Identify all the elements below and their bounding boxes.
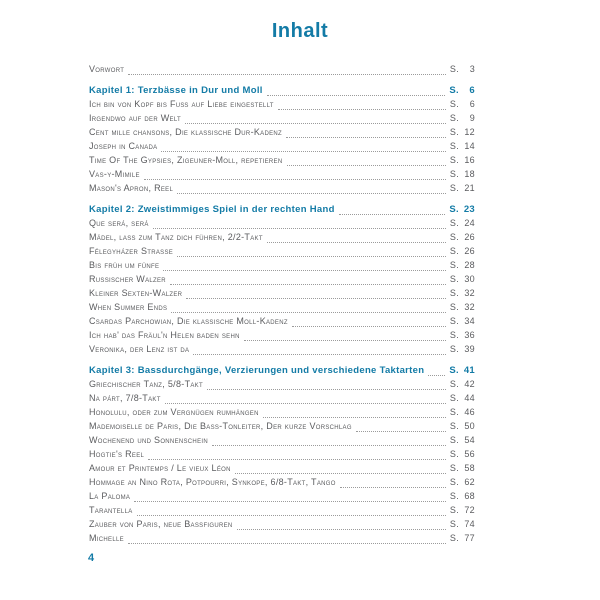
dotted-leader xyxy=(193,354,446,355)
toc-entry-label: Kapitel 3: Bassdurchgänge, Verzierungen und verschiedene Taktarten xyxy=(89,365,425,376)
toc-entry-page-number: 23 xyxy=(463,204,475,215)
toc-entry-label: Bis früh um fünfe xyxy=(89,260,160,270)
toc-entry xyxy=(89,260,475,274)
toc-entry xyxy=(89,393,475,407)
toc-entry-page-number: 36 xyxy=(464,330,475,340)
toc-entry-page-prefix: S. xyxy=(449,330,459,340)
dotted-leader xyxy=(286,137,446,138)
dotted-leader xyxy=(287,165,446,166)
toc-entry-page-number: 30 xyxy=(464,274,475,284)
toc-entry xyxy=(89,288,475,302)
dotted-leader xyxy=(340,487,446,488)
toc-entry-page-number: 3 xyxy=(469,64,475,74)
page-title: Inhalt xyxy=(271,20,329,42)
toc-entry xyxy=(89,330,475,344)
toc-entry-label: Joseph in Canada xyxy=(89,141,158,151)
toc-entry xyxy=(89,274,475,288)
footer-page-number: 4 xyxy=(88,552,95,564)
toc-entry-page-prefix: S. xyxy=(449,379,459,389)
toc-entry-label: Mademoiselle de Paris, Die Bass-Tonleiter, Der kurze Vorschlag xyxy=(89,421,352,431)
toc-entry-label: Hommage an Nino Rota, Potpourri, Synkope, 6/8-Takt, Tango xyxy=(89,477,336,487)
toc-entry xyxy=(89,407,475,421)
toc-entry-page-number: 42 xyxy=(464,379,475,389)
toc-entry-label: Kapitel 2: Zweistimmiges Spiel in der rechten Hand xyxy=(89,204,335,215)
toc-entry-page-number: 6 xyxy=(469,85,475,96)
toc-entry-page-number: 28 xyxy=(464,260,475,270)
dotted-leader xyxy=(207,389,446,390)
toc-entry-page-number: 54 xyxy=(464,435,475,445)
toc-entry xyxy=(89,246,475,260)
dotted-leader xyxy=(165,403,446,404)
toc-entry-label: Irgendwo auf der Welt xyxy=(89,113,182,123)
toc-entry-page-prefix: S. xyxy=(449,407,459,417)
toc-entry-page-prefix: S. xyxy=(449,246,459,256)
toc-entry xyxy=(89,519,475,533)
toc-entry xyxy=(89,127,475,141)
toc-entry-page-number: 44 xyxy=(464,393,475,403)
dotted-leader xyxy=(278,109,446,110)
dotted-leader xyxy=(153,228,446,229)
toc-entry-page-prefix: S. xyxy=(449,183,459,193)
dotted-leader xyxy=(148,459,446,460)
toc-entry-page-prefix: S. xyxy=(449,435,459,445)
toc-entry-page-number: 77 xyxy=(464,533,475,543)
toc-entry-page-prefix: S. xyxy=(449,316,459,326)
dotted-leader xyxy=(356,431,446,432)
toc-entry-page-number: 32 xyxy=(464,302,475,312)
toc-entry-label: Amour et Printemps / Le vieux Léon xyxy=(89,463,231,473)
toc-entry xyxy=(89,463,475,477)
toc-entry-page-number: 16 xyxy=(464,155,475,165)
toc-entry-page-number: 39 xyxy=(464,344,475,354)
toc-entry xyxy=(89,183,475,197)
dotted-leader xyxy=(339,214,446,215)
toc-entry-page-number: 26 xyxy=(464,246,475,256)
toc-list xyxy=(89,64,475,547)
toc-entry xyxy=(89,365,475,379)
toc-entry xyxy=(89,232,475,246)
toc-entry xyxy=(89,64,475,78)
dotted-leader xyxy=(263,417,446,418)
toc-entry xyxy=(89,344,475,358)
dotted-leader xyxy=(185,123,446,124)
toc-entry-page-prefix: S. xyxy=(449,449,459,459)
toc-entry-page-number: 56 xyxy=(464,449,475,459)
toc-entry-page-number: 18 xyxy=(464,169,475,179)
dotted-leader xyxy=(292,326,446,327)
toc-entry xyxy=(89,449,475,463)
dotted-leader xyxy=(186,298,446,299)
toc-entry-label: Wochenend und Sonnenschein xyxy=(89,435,208,445)
toc-entry-label: La Paloma xyxy=(89,491,131,501)
toc-entry-label: Zauber von Paris, neue Bassfiguren xyxy=(89,519,233,529)
toc-entry-page-prefix: S. xyxy=(449,491,459,501)
dotted-leader xyxy=(128,543,446,544)
toc-entry-label: Cent mille chansons, Die klassische Dur-Kadenz xyxy=(89,127,282,137)
toc-entry-page-prefix: S. xyxy=(449,232,459,242)
toc-entry-label: Vorwort xyxy=(89,64,125,74)
toc-entry-label: Time Of The Gypsies, Zigeuner-Moll, repetieren xyxy=(89,155,283,165)
toc-entry-page-prefix: S. xyxy=(449,463,459,473)
toc-entry-page-prefix: S. xyxy=(449,519,459,529)
toc-entry xyxy=(89,435,475,449)
toc-entry xyxy=(89,141,475,155)
toc-entry-page-prefix: S. xyxy=(449,113,459,123)
dotted-leader xyxy=(428,375,445,376)
toc-entry xyxy=(89,316,475,330)
dotted-leader xyxy=(163,270,446,271)
toc-entry-label: Ich bin von Kopf bis Fuß auf Liebe eingestellt xyxy=(89,99,274,109)
toc-entry-page-prefix: S. xyxy=(449,365,459,376)
dotted-leader xyxy=(161,151,445,152)
toc-entry xyxy=(89,85,475,99)
toc-entry-page-number: 74 xyxy=(464,519,475,529)
toc-entry xyxy=(89,218,475,232)
toc-entry-label: Michelle xyxy=(89,533,124,543)
toc-entry-page-number: 41 xyxy=(463,365,475,376)
toc-entry-label: Csardas Parchowian, Die klassische Moll-Kadenz xyxy=(89,316,288,326)
toc-entry-label: Griechischer Tanz, 5/8-Takt xyxy=(89,379,203,389)
toc-entry-label: Russischer Walzer xyxy=(89,274,166,284)
toc-entry xyxy=(89,421,475,435)
toc-entry xyxy=(89,302,475,316)
toc-entry-page-prefix: S. xyxy=(449,64,459,74)
toc-entry-label: Kapitel 1: Terzbässe in Dur und Moll xyxy=(89,85,263,96)
toc-entry-page-prefix: S. xyxy=(449,533,459,543)
toc-entry-label: Vas-y-Mimile xyxy=(89,169,140,179)
toc-entry-label: Na párt, 7/8-Takt xyxy=(89,393,161,403)
toc-entry-page-prefix: S. xyxy=(449,260,459,270)
toc-entry xyxy=(89,113,475,127)
toc-entry-label: Mason's Apron, Reel xyxy=(89,183,174,193)
toc-entry-page-prefix: S. xyxy=(449,344,459,354)
toc-entry-page-number: 72 xyxy=(464,505,475,515)
toc-entry-page-number: 32 xyxy=(464,288,475,298)
toc-entry xyxy=(89,477,475,491)
dotted-leader xyxy=(177,256,446,257)
dotted-leader xyxy=(237,529,446,530)
toc-entry xyxy=(89,379,475,393)
toc-entry-page-prefix: S. xyxy=(449,302,459,312)
dotted-leader xyxy=(244,340,446,341)
dotted-leader xyxy=(267,242,446,243)
dotted-leader xyxy=(144,179,446,180)
toc-entry-page-prefix: S. xyxy=(449,155,459,165)
toc-entry-label: Veronika, der Lenz ist da xyxy=(89,344,190,354)
toc-entry-page-prefix: S. xyxy=(449,99,459,109)
toc-entry-label: Hogtie's Reel xyxy=(89,449,145,459)
toc-entry-page-prefix: S. xyxy=(449,477,459,487)
toc-entry-label: When Summer Ends xyxy=(89,302,168,312)
dotted-leader xyxy=(128,74,446,75)
toc-entry-page-number: 34 xyxy=(464,316,475,326)
toc-entry-page-number: 12 xyxy=(464,127,475,137)
toc-entry-page-number: 26 xyxy=(464,232,475,242)
dotted-leader xyxy=(171,312,446,313)
toc-entry-page-prefix: S. xyxy=(449,204,459,215)
toc-entry-label: Tarantella xyxy=(89,505,133,515)
toc-entry xyxy=(89,155,475,169)
toc-entry-label: Mädel, lass zum Tanz dich führen, 2/2-Takt xyxy=(89,232,263,242)
toc-entry-page-number: 68 xyxy=(464,491,475,501)
toc-entry-page-prefix: S. xyxy=(449,393,459,403)
toc-entry-page-prefix: S. xyxy=(449,288,459,298)
toc-entry-label: Honolulu, oder zum Vergnügen rumhängen xyxy=(89,407,259,417)
toc-entry-label: Félegyházer Strasse xyxy=(89,246,174,256)
toc-entry xyxy=(89,491,475,505)
toc-entry-page-number: 46 xyxy=(464,407,475,417)
dotted-leader xyxy=(212,445,446,446)
dotted-leader xyxy=(137,515,446,516)
toc-entry-page-prefix: S. xyxy=(449,169,459,179)
toc-entry-page-number: 14 xyxy=(464,141,475,151)
toc-entry-page-number: 9 xyxy=(469,113,475,123)
toc-entry-page-number: 21 xyxy=(464,183,475,193)
toc-entry-page-number: 62 xyxy=(464,477,475,487)
dotted-leader xyxy=(267,95,446,96)
toc-entry-page-number: 24 xyxy=(464,218,475,228)
dotted-leader xyxy=(235,473,446,474)
toc-entry-page-prefix: S. xyxy=(449,85,459,96)
toc-entry-page-prefix: S. xyxy=(449,218,459,228)
toc-entry-page-number: 6 xyxy=(469,99,475,109)
toc-entry xyxy=(89,169,475,183)
toc-entry-label: Kleiner Sexten-Walzer xyxy=(89,288,183,298)
toc-entry xyxy=(89,99,475,113)
toc-entry-page-prefix: S. xyxy=(449,421,459,431)
toc-entry xyxy=(89,505,475,519)
toc-entry-page-prefix: S. xyxy=(449,505,459,515)
dotted-leader xyxy=(177,193,446,194)
toc-entry-page-prefix: S. xyxy=(449,141,459,151)
toc-entry-page-number: 50 xyxy=(464,421,475,431)
toc-entry-page-number: 58 xyxy=(464,463,475,473)
toc-entry-page-prefix: S. xyxy=(449,274,459,284)
toc-entry xyxy=(89,533,475,547)
toc-entry xyxy=(89,204,475,218)
toc-entry-label: Ich hab' das Fräul'n Helen baden sehn xyxy=(89,330,240,340)
toc-entry-label: Que será, será xyxy=(89,218,149,228)
toc-entry-page-prefix: S. xyxy=(449,127,459,137)
dotted-leader xyxy=(170,284,446,285)
dotted-leader xyxy=(134,501,446,502)
